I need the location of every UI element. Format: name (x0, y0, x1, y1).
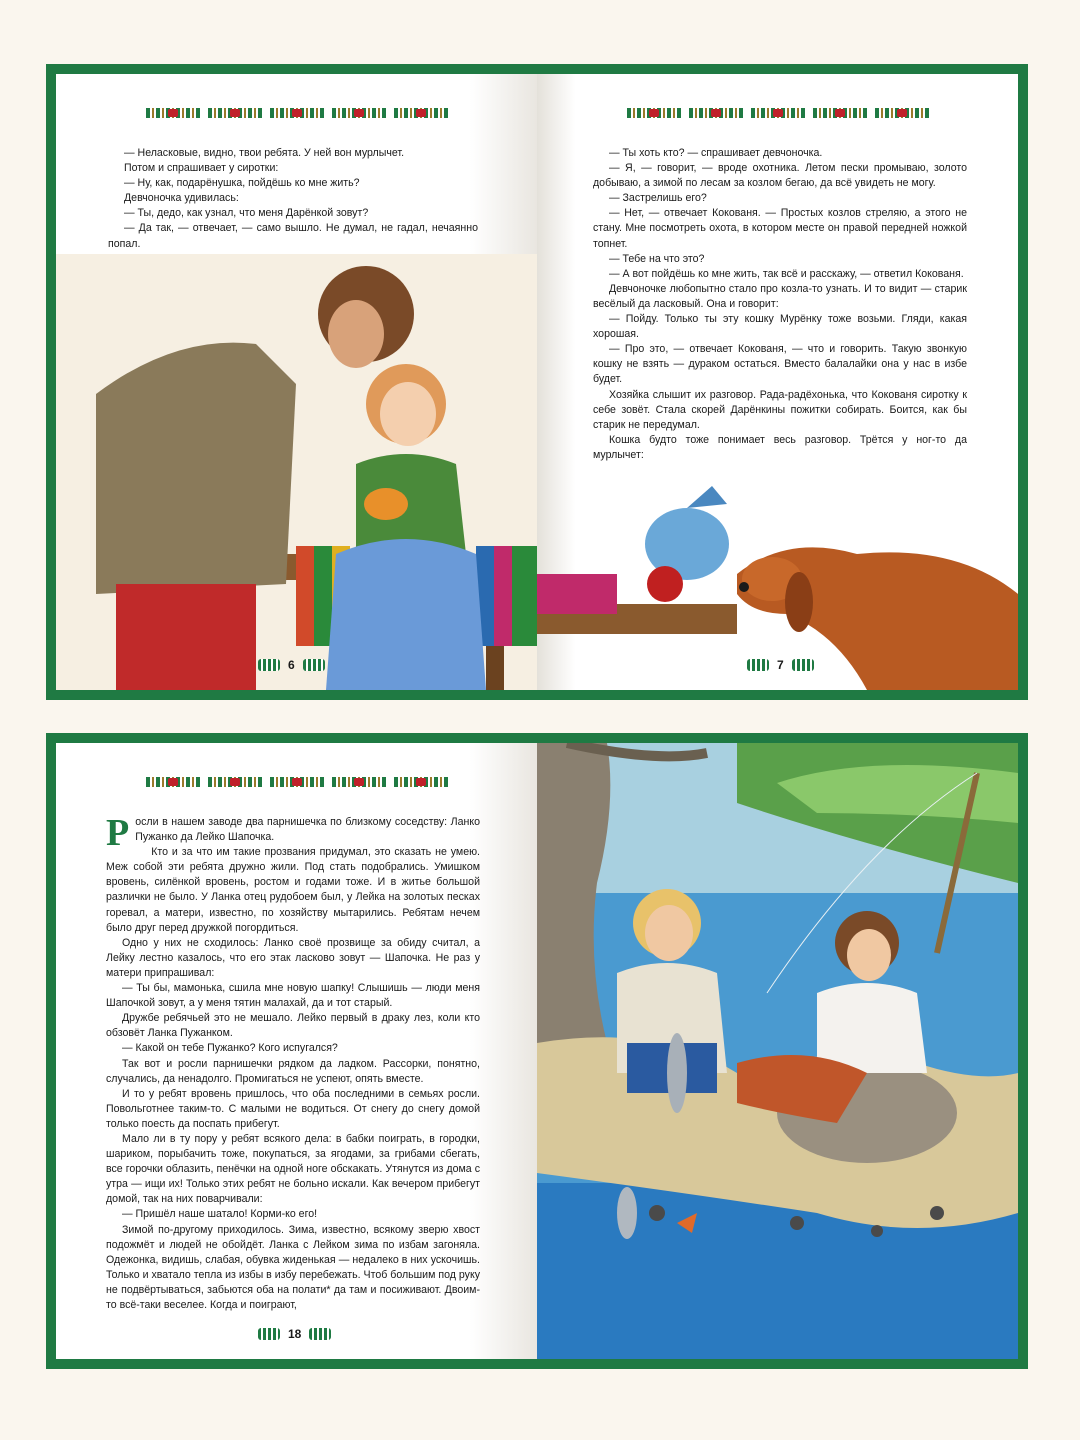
page-7-text (593, 146, 967, 463)
leaf-ornament-icon (258, 1328, 280, 1340)
ornament-icon (813, 106, 867, 120)
page-number: 6 (288, 658, 295, 672)
header-ornament (537, 106, 1018, 120)
page-number-7 (747, 658, 814, 672)
ornament-icon (332, 775, 386, 789)
ornament-icon (146, 775, 200, 789)
paragraph: Мало ли в ту пору у ребят всякого дела: в бабки поиграть, в городки, шариком, порыбачить тоже, покупаться, за ягодами, за грибами сбегать, все горочки облазить, пенёчки на одной ноге обскакать. Утянутся из дома с утра — ищи их! Только этих ребят не больно искали. Как вечером прибегут домой, так на них поварчивали: (106, 1132, 480, 1206)
header-ornament (56, 106, 537, 120)
paragraph: — А вот пойдёшь ко мне жить, так всё и расскажу, — ответил Кокованя. (609, 267, 964, 280)
ornament-icon (270, 775, 324, 789)
ornament-icon (751, 106, 805, 120)
page-7 (537, 74, 1018, 690)
paragraph: Зимой по-другому приходилось. Зима, известно, всякому зверю хвост подожмёт и людей не обойдёт. Ланка с Лейком зима по избам загоняла. Одежонка, видишь, слабая, обувка жиденькая — недалеко в них ускочишь. Только и хватало тепла из избы в избу перебежать. Чтоб большим под руку не подвёртываться, забьются оба на полати* да там и посиживают. Двоим-то всё-таки веселее. Когда и поиграют, (106, 1223, 480, 1311)
page-number-6 (258, 658, 325, 672)
paragraph: — Я, — говорит, — вроде охотника. Летом пески промываю, золото добываю, а зимой по лесам за козлом бегаю, да всё увидеть не могу. (593, 162, 967, 190)
leaf-ornament-icon (303, 659, 325, 671)
paragraph: — Неласковые, видно, твои ребята. У ней вон мурлычет. (124, 147, 405, 159)
page-number: 18 (288, 1327, 302, 1341)
page-6-text (108, 146, 478, 252)
paragraph: — Ты, дедо, как узнал, что меня Дарёнкой зовут? (124, 207, 369, 220)
paragraph: Кто и за что им такие прозвания придумал, это сказать не умею. Меж собой эти ребята дружно жили. Под стать подобрались. Умишком вровень, силёнкой вровень, ростом и годами тоже. И в житье большой различки не было. У Ланка отец рудобоем был, у Лейка на золотых песках горевал, а матери, известно, по хозяйству мытарились. Ребятам нечем было друг перед дружкой погордиться. (106, 846, 480, 934)
paragraph: Кошка будто тоже понимает весь разговор. Трётся у ног-то да мурлычет: (593, 433, 967, 461)
paragraph: — Ну, как, подарёнушка, пойдёшь ко мне жить? (124, 177, 360, 190)
first-paragraph (106, 812, 480, 854)
paragraph: — Ты бы, мамонька, сшила мне новую шапку! Слышишь — люди меня Шапочкой зовут, а у меня тятин малахай, да и тот старый. (106, 982, 480, 1010)
ornament-icon (875, 106, 929, 120)
page-number: 7 (777, 658, 784, 672)
ornament-icon (394, 775, 448, 789)
page-6 (56, 74, 537, 690)
leaf-ornament-icon (258, 659, 280, 671)
first-paragraph-text: осли в нашем заводе два парнишечка по близкому соседству: Ланко Пужанко да Лейко Шапочка. (135, 816, 480, 844)
leaf-ornament-icon (747, 659, 769, 671)
paragraph: Девчоночка удивилась: (124, 192, 239, 205)
leaf-ornament-icon (792, 659, 814, 671)
paragraph: — Пойду. Только ты эту кошку Мурёнку тоже возьми. Гляди, какая хорошая. (593, 313, 967, 341)
ornament-icon (208, 775, 262, 789)
ornament-icon (689, 106, 743, 120)
paragraph: — Да так, — отвечает, — само вышло. Не думал, не гадал, нечаянно попал. (108, 222, 478, 250)
ornament-icon (146, 106, 200, 120)
leaf-ornament-icon (309, 1328, 331, 1340)
paragraph: — Тебе на что это? (609, 252, 705, 265)
paragraph: — Ты хоть кто? — спрашивает девчоночка. (609, 147, 823, 159)
illustration-boys-fishing (537, 743, 1018, 1359)
paragraph: Так вот и росли парнишечки рядком да ладком. Рассорки, понятно, случались, да ненадолго. Промигаться не успеют, опять вместе. (106, 1057, 480, 1085)
illustration-old-man-and-girl (56, 254, 537, 690)
paragraph: — Какой он тебе Пужанко? Кого испугался? (122, 1042, 338, 1055)
paragraph: Потом и спрашивает у сиротки: (124, 162, 279, 175)
paragraph: Хозяйка слышит их разговор. Рада-радёхонька, что Кокованя сиротку к себе зовёт. Стала скорей Дарёнкины пожитки собирать. Боится, как бы старик не передумал. (593, 388, 967, 431)
page-18 (56, 743, 537, 1359)
paragraph: — Пришёл наше шатало! Корми-ко его! (122, 1208, 318, 1221)
ornament-icon (332, 106, 386, 120)
paragraph: — Застрелишь его? (609, 192, 707, 205)
page-number-18 (258, 1327, 331, 1341)
page-18-text (106, 812, 480, 1313)
book-spread-bottom (46, 733, 1028, 1369)
paragraph: Дружбе ребячьей это не мешало. Лейко первый в драку лез, коли кто обзовёт Ланка Пужанком. (106, 1012, 480, 1040)
ornament-icon (627, 106, 681, 120)
drop-cap: Р (106, 812, 130, 854)
page-19-illustration (537, 743, 1018, 1359)
paragraph: — Про это, — отвечает Кокованя, — что и говорить. Такую звонкую кошку не взять — дураком остаться. Вместо балалайки она у нас в избе будет. (593, 343, 967, 386)
ornament-icon (394, 106, 448, 120)
header-ornament (56, 775, 537, 789)
paragraph: Девчоночке любопытно стало про козла-то узнать. И то видит — старик весёлый да ласковый. Она и говорит: (593, 282, 967, 310)
paragraph: — Нет, — отвечает Кокованя. — Простых козлов стреляю, а этого не стану. Мне посмотреть охота, в котором месте он правой передней ножкой топнет. (593, 207, 967, 250)
ornament-icon (208, 106, 262, 120)
book-spread-top (46, 64, 1028, 700)
paragraph: Одно у них не сходилось: Ланко своё прозвище за обиду считал, а Лейку лестно казалось, что его этак ласково зовут — Шапочка. Не раз у матери припрашивал: (106, 936, 480, 979)
paragraph: И то у ребят вровень пришлось, что оба последними в семьях росли. Повольготнее таким-то. С малыми не водиться. От снегу до снегу домой только поесть да поспать прибегут. (106, 1087, 480, 1130)
ornament-icon (270, 106, 324, 120)
